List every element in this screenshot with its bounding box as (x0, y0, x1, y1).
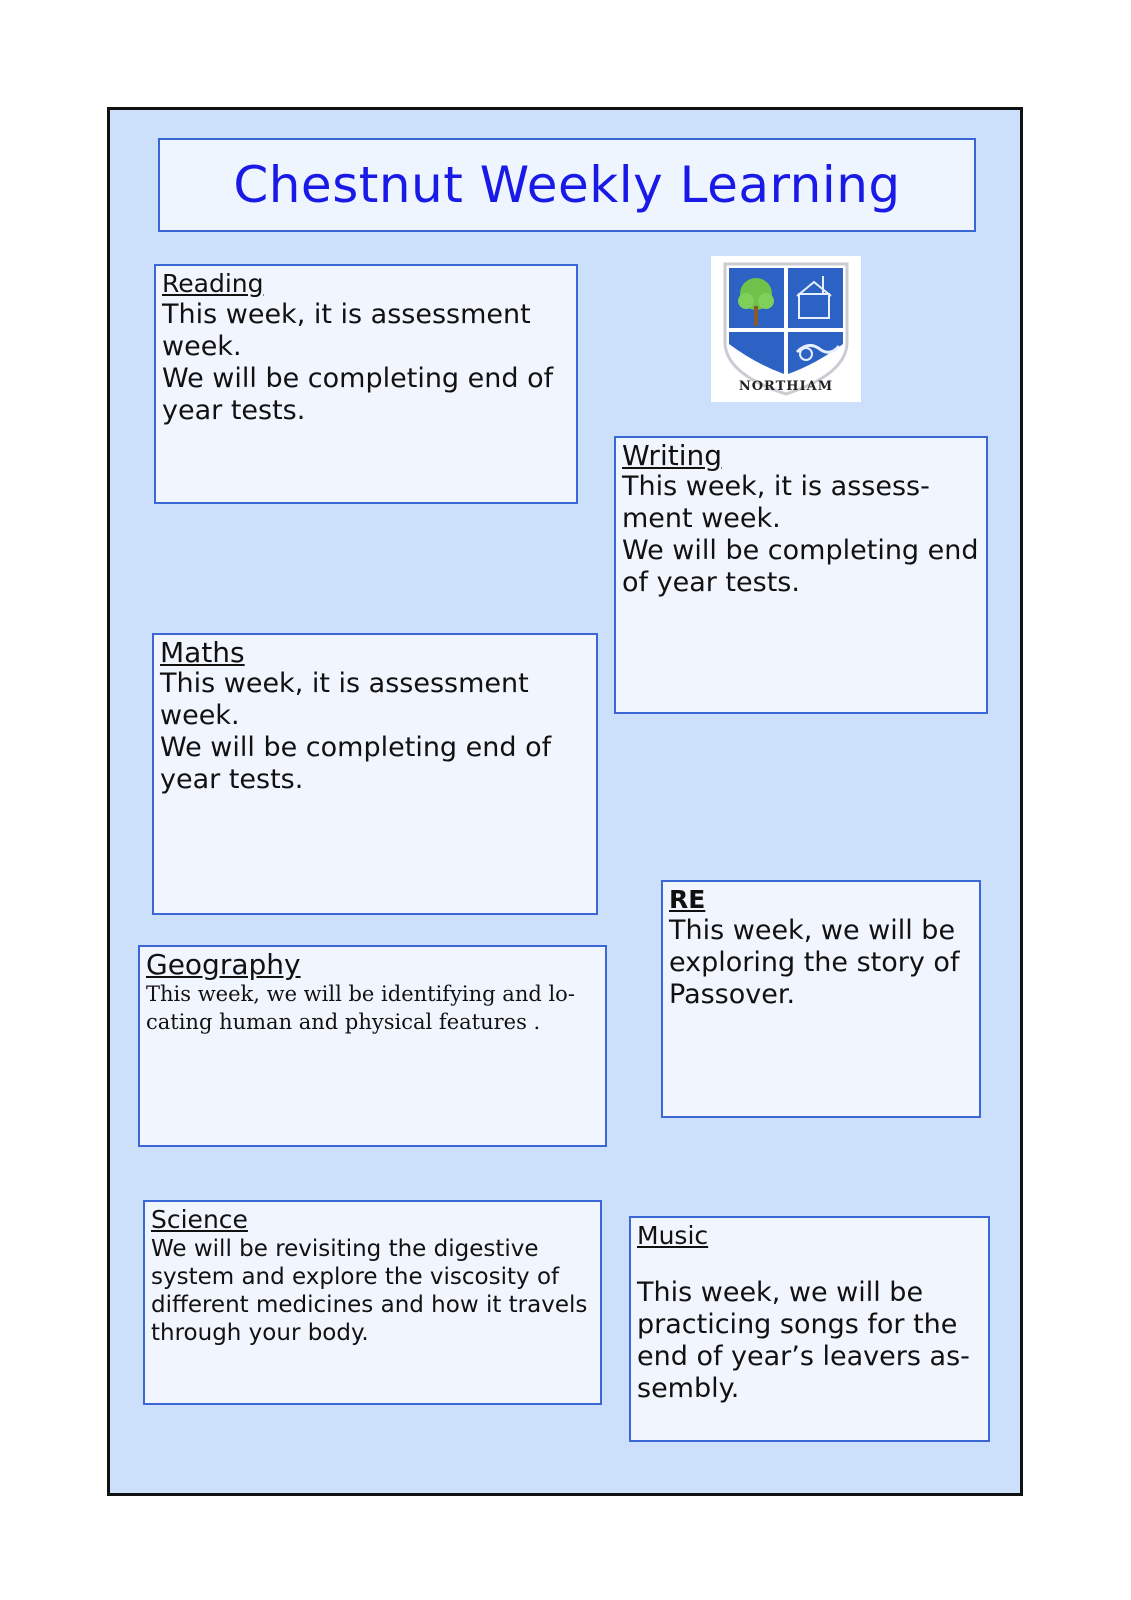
music-box (629, 1216, 990, 1442)
writing-box (614, 436, 988, 714)
science-heading: Science (151, 1205, 248, 1234)
school-crest-logo (711, 256, 861, 402)
re-box (661, 880, 981, 1118)
science-box (143, 1200, 602, 1405)
title-banner (158, 138, 976, 232)
reading-text-1: This week, it is assessment week. (162, 299, 531, 362)
re-heading: RE (669, 885, 706, 914)
re-text-1: This week, we will be exploring the story of Passover. (669, 915, 960, 1010)
music-spacer (637, 1251, 982, 1277)
writing-text-2: We will be completing end of year tests. (622, 535, 979, 598)
reading-text-2: We will be completing end of year tests. (162, 363, 554, 426)
reading-box (154, 264, 578, 504)
crest-label: NORTHIAM (738, 379, 834, 394)
page-title: Chestnut Weekly Learning (233, 156, 901, 214)
maths-box (152, 633, 598, 915)
maths-text-1: This week, it is assessment week. (160, 668, 529, 731)
music-heading: Music (637, 1221, 709, 1250)
maths-heading: Maths (160, 636, 245, 669)
newsletter-sheet (107, 107, 1023, 1496)
reading-heading: Reading (162, 269, 264, 298)
music-text-1: This week, we will be practicing songs for the end of year’s leavers as- sembly. (637, 1277, 970, 1404)
geography-box (138, 945, 607, 1147)
science-text-1: We will be revisiting the digestive system and explore the viscosity of different medicines and how it travels through your body. (151, 1236, 588, 1346)
geography-heading: Geography (146, 948, 301, 981)
maths-text-2: We will be completing end of year tests. (160, 732, 552, 795)
geography-text-1: This week, we will be identifying and lo- cating human and physical features . (146, 982, 575, 1034)
writing-heading: Writing (622, 439, 722, 472)
writing-text-1: This week, it is assess- ment week. (622, 471, 930, 534)
